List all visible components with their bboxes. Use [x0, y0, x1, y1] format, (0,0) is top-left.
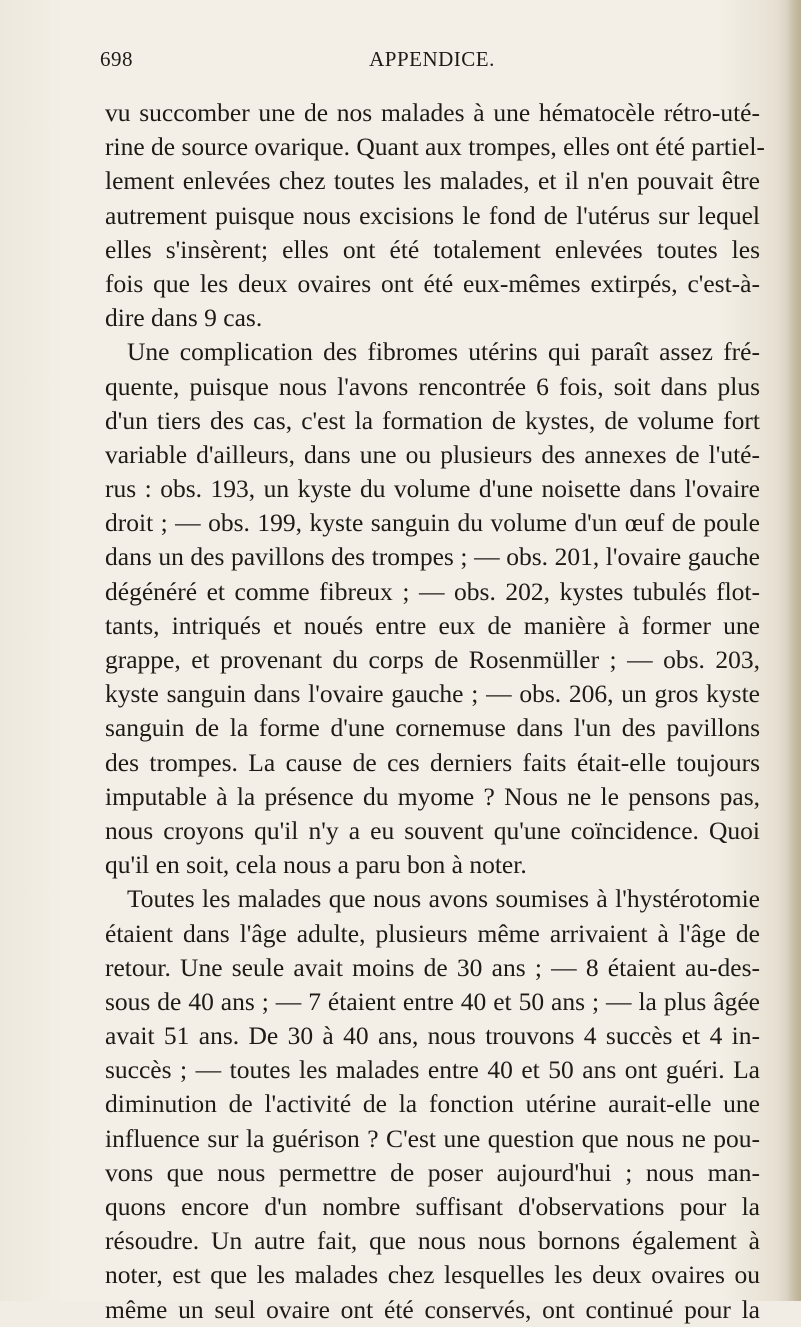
text-line: quons encore d'un nombre suffisant d'observations pour la	[105, 1192, 760, 1221]
text-line: influence sur la guérison ? C'est une question que nous ne pou-	[105, 1123, 760, 1153]
body-text	[105, 96, 765, 1327]
text-line: imputable à la présence du myome ? Nous ne le pensons pas,	[105, 781, 760, 811]
text-line: variable d'ailleurs, dans une ou plusieurs des annexes de l'uté-	[105, 439, 760, 469]
text-line: Toutes les malades que nous avons soumises à l'hystérotomie	[127, 884, 760, 914]
text-line: tants, intriqués et noués entre eux de manière à former une	[105, 610, 760, 640]
page-number: 698	[100, 47, 133, 71]
text-line: rine de source ovarique. Quant aux trompes, elles ont été partiel-	[105, 132, 765, 162]
text-line: dans un des pavillons des trompes ; — obs. 201, l'ovaire gauche	[105, 542, 760, 572]
text-line: quente, puisque nous l'avons rencontrée 6 fois, soit dans plus	[105, 371, 760, 401]
text-line: rus : obs. 193, un kyste du volume d'une noisette dans l'ovaire	[105, 474, 760, 504]
text-line: diminution de l'activité de la fonction utérine aurait-elle une	[105, 1089, 760, 1119]
text-line: autrement puisque nous excisions le fond de l'utérus sur lequel	[105, 200, 760, 230]
text-line: même un seul ovaire ont été conservés, ont continué pour la	[105, 1294, 760, 1324]
text-line: qu'il en soit, cela nous a paru bon à noter.	[105, 850, 527, 880]
page-edge-shadow	[787, 0, 801, 1301]
text-line: vons que nous permettre de poser aujourd'hui ; nous man-	[105, 1157, 760, 1187]
text-line: des trompes. La cause de ces derniers faits était-elle toujours	[105, 747, 760, 777]
text-line: vu succomber une de nos malades à une hématocèle rétro-uté-	[105, 98, 760, 127]
text-line: résoudre. Un autre fait, que nous nous bornons également à	[105, 1226, 760, 1256]
text-line: grappe, et provenant du corps de Rosenmüller ; — obs. 203,	[105, 645, 760, 674]
text-line: retour. Une seule avait moins de 30 ans ; — 8 étaient au-des-	[105, 952, 760, 982]
text-line: succès ; — toutes les malades entre 40 et 50 ans ont guéri. La	[105, 1055, 760, 1085]
text-line: étaient dans l'âge adulte, plusieurs même arrivaient à l'âge de	[105, 918, 760, 948]
text-line: avait 51 ans. De 30 à 40 ans, nous trouvons 4 succès et 4 in-	[105, 1021, 760, 1051]
text-line: lement enlevées chez toutes les malades, et il n'en pouvait être	[105, 166, 760, 196]
running-title: APPENDICE.	[369, 47, 495, 71]
text-line: noter, est que les malades chez lesquelles les deux ovaires ou	[105, 1260, 760, 1290]
text-line: d'un tiers des cas, c'est la formation de kystes, de volume fort	[105, 405, 760, 435]
text-line: nous croyons qu'il n'y a eu souvent qu'une coïncidence. Quoi	[105, 815, 760, 845]
text-line: sanguin de la forme d'une cornemuse dans l'un des pavillons	[105, 713, 760, 743]
text-line: elles s'insèrent; elles ont été totalement enlevées toutes les	[105, 234, 760, 264]
text-line: kyste sanguin dans l'ovaire gauche ; — obs. 206, un gros kyste	[105, 679, 760, 709]
text-line: droit ; — obs. 199, kyste sanguin du volume d'un œuf de poule	[105, 508, 760, 538]
text-line: Une complication des fibromes utérins qui paraît assez fré-	[127, 337, 760, 367]
text-line: sous de 40 ans ; — 7 étaient entre 40 et 50 ans ; — la plus âgée	[105, 986, 760, 1016]
page-header	[100, 44, 764, 74]
text-line: dire dans 9 cas.	[105, 303, 263, 333]
text-line: fois que les deux ovaires ont été eux-mêmes extirpés, c'est-à-	[105, 268, 760, 298]
text-line: dégénéré et comme fibreux ; — obs. 202, kystes tubulés flot-	[105, 576, 760, 606]
